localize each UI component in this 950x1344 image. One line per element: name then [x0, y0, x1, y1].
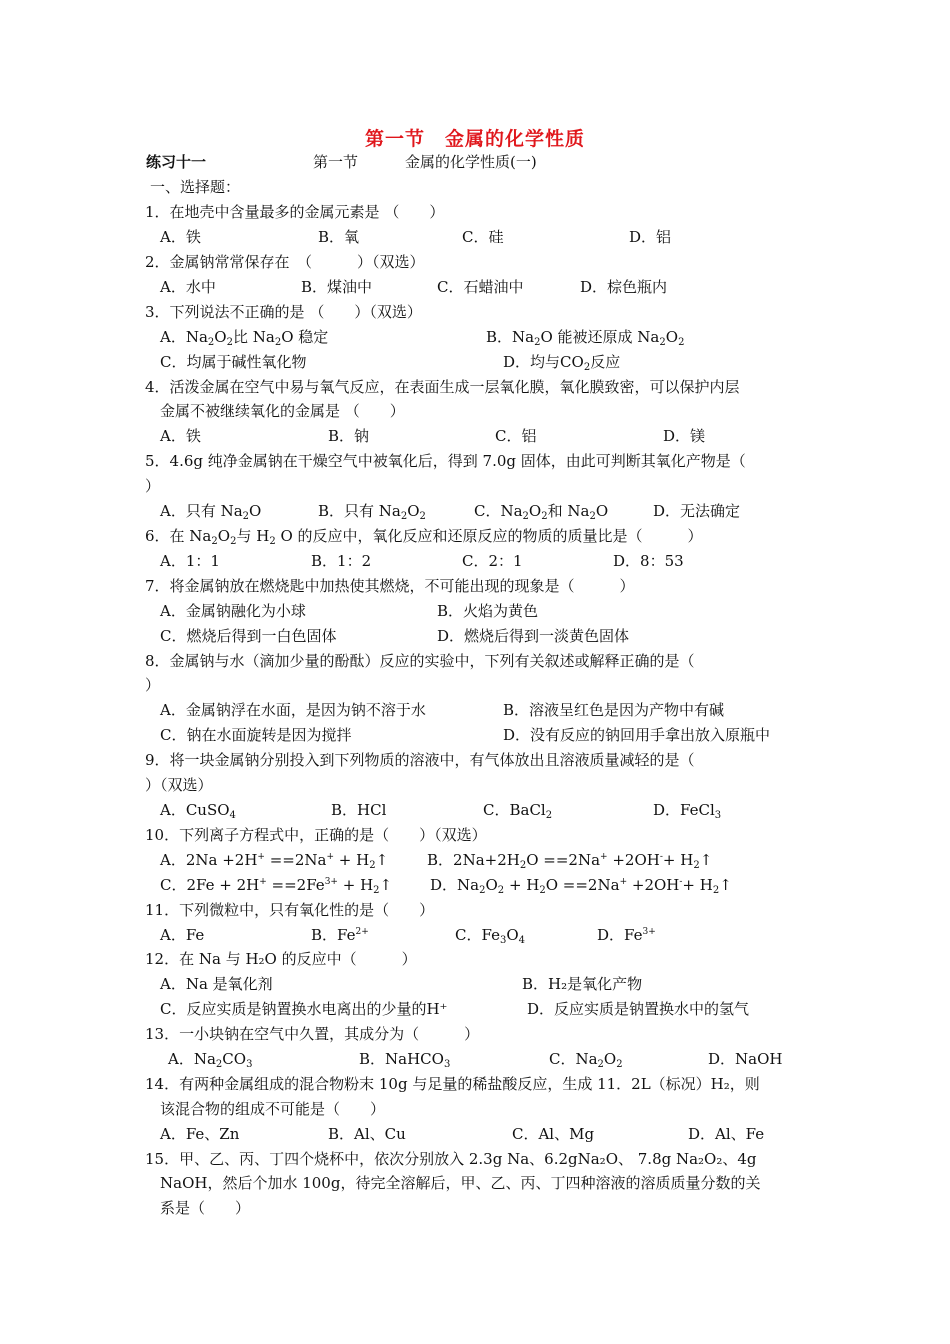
question-10: 10．下列离子方程式中，正确的是（ ）（双选）	[145, 826, 487, 844]
q6-option-b: B．1：2	[311, 552, 372, 570]
question-9-line-1: 9．将一块金属钠分别投入到下列物质的溶液中，有气体放出且溶液质量减轻的是（	[145, 751, 695, 769]
q5-option-d: D．无法确定	[653, 502, 741, 520]
q13-option-a: A．$Na_2CO_3$	[168, 1050, 253, 1070]
question-13: 13．一小块钠在空气中久置，其成分为（ ）	[145, 1025, 480, 1043]
q3-option-c: C．均属于碱性氧化物	[160, 353, 307, 371]
q14-option-c: C．Al、Mg	[512, 1125, 595, 1143]
question-15-line-1: 15．甲、乙、丙、丁四个烧杯中，依次分别放入 2.3g Na、6.2gNa₂O、 7.8g Na₂O₂、4g	[145, 1150, 757, 1168]
q6-option-a: A．1：1	[160, 552, 220, 570]
q14-option-b: B．Al、Cu	[328, 1125, 406, 1143]
page-title: 第一节 金属的化学性质	[364, 128, 585, 150]
q14-option-d: D．Al、Fe	[688, 1125, 765, 1143]
q1-option-a: A．铁	[160, 228, 201, 246]
q2-option-d: D．棕色瓶内	[580, 278, 668, 296]
q12-option-a: A．Na 是氧化剂	[160, 975, 273, 993]
q4-option-b: B．钠	[328, 427, 370, 445]
question-15-line-2: NaOH，然后个加水 100g，待完全溶解后，甲、乙、丙、丁四种溶液的溶质质量分数的关	[160, 1174, 761, 1192]
question-5-line-2: ）	[145, 477, 161, 495]
q12-option-c: C．反应实质是钠置换水电离出的少量的H⁺	[160, 1000, 448, 1018]
q13-option-c: C．$Na_2O_2$	[549, 1050, 623, 1070]
question-12: 12．在 Na 与 H₂O 的反应中（ ）	[145, 950, 417, 968]
question-14-line-2: 该混合物的组成不可能是（ ）	[160, 1100, 386, 1118]
q10-option-d: D．$Na_2O_2 + H_2O ==2Na^+ +2OH^-+$ $H_2↑$	[430, 876, 732, 896]
question-3: 3．下列说法不正确的是 （ ）（双选）	[145, 303, 422, 321]
q10-option-c: C．$2Fe + 2H^+ ==2Fe^{3+}$ + $H_2↑$	[160, 876, 393, 896]
q3-option-a: A．$Na_2O_2$比 $Na_2O$ 稳定	[160, 328, 329, 348]
q10-option-a: A．$2Na +2H^+ ==2Na^+ + H_2↑$	[160, 851, 389, 871]
q5-option-b: B．只有 $Na_2O_2$	[318, 502, 426, 522]
q3-option-b: B．$Na_2O$ 能被还原成 $Na_2O_2$	[486, 328, 685, 348]
q10-option-b: B．$2Na+2H_2O ==2Na^+ +2OH^-+$ $H_2↑$	[427, 851, 713, 871]
q4-option-c: C．铝	[495, 427, 537, 445]
q7-option-c: C．燃烧后得到一白色固体	[160, 627, 337, 645]
q9-option-b: B．HCl	[331, 801, 387, 819]
q8-option-b: B．溶液呈红色是因为产物中有碱	[503, 701, 725, 719]
question-6: 6．在 $Na_2O_2$与 $H_2$ O 的反应中，氧化反应和还原反应的物质的质量比是（ ）	[145, 527, 703, 547]
q7-option-d: D．燃烧后得到一淡黄色固体	[437, 627, 630, 645]
q2-option-a: A．水中	[160, 278, 216, 296]
question-4-line-1: 4．活泼金属在空气中易与氧气反应，在表面生成一层氧化膜，氧化膜致密，可以保护内层	[145, 378, 740, 396]
q11-option-a: A．Fe	[160, 926, 205, 944]
part-heading: 一、选择题：	[150, 178, 241, 196]
q9-option-c: C．BaCl$_2$	[483, 801, 553, 821]
topic-label: 金属的化学性质(一)	[405, 153, 537, 171]
q2-option-b: B．煤油中	[301, 278, 373, 296]
question-5-line-1: 5．4.6g 纯净金属钠在干燥空气中被氧化后，得到 7.0g 固体，由此可判断其氧化产物是（	[145, 452, 746, 470]
q6-option-c: C．2：1	[462, 552, 523, 570]
question-8-line-1: 8．金属钠与水（滴加少量的酚酞）反应的实验中，下列有关叙述或解释正确的是（	[145, 652, 695, 670]
q1-option-d: D．铝	[629, 228, 672, 246]
question-4-line-2: 金属不被继续氧化的金属是 （ ）	[160, 402, 405, 420]
q11-option-c: C．$Fe_3O_4$	[455, 926, 526, 946]
question-9-line-2: ）（双选）	[145, 776, 213, 794]
question-15-line-3: 系是（ ）	[160, 1199, 251, 1217]
q1-option-b: B．氧	[318, 228, 360, 246]
q8-option-c: C．钠在水面旋转是因为搅拌	[160, 726, 352, 744]
q1-option-c: C．硅	[462, 228, 504, 246]
question-11: 11．下列微粒中，只有氧化性的是（ ）	[145, 901, 435, 919]
q4-option-a: A．铁	[160, 427, 201, 445]
q3-option-d: D．均与$CO_2$反应	[503, 353, 621, 373]
q8-option-d: D．没有反应的钠回用手拿出放入原瓶中	[503, 726, 771, 744]
q5-option-a: A．只有 $Na_2O$	[160, 502, 262, 522]
q4-option-d: D．镁	[663, 427, 706, 445]
exercise-label: 练习十一	[146, 153, 207, 171]
section-label: 第一节	[313, 153, 359, 171]
q7-option-a: A．金属钠融化为小球	[160, 602, 306, 620]
q8-option-a: A．金属钠浮在水面，是因为钠不溶于水	[160, 701, 426, 719]
q13-option-b: B．NaHCO$_3$	[359, 1050, 451, 1070]
q13-option-d: D．NaOH	[708, 1050, 783, 1068]
q11-option-b: B．$Fe^{2+}$	[311, 926, 369, 944]
question-14-line-1: 14．有两种金属组成的混合物粉末 10g 与足量的稀盐酸反应，生成 11．2L（标况）H₂，则	[145, 1075, 760, 1093]
question-7: 7．将金属钠放在燃烧匙中加热使其燃烧，不可能出现的现象是（ ）	[145, 577, 635, 595]
q2-option-c: C．石蜡油中	[437, 278, 524, 296]
question-8-line-2: ）	[145, 676, 161, 694]
q7-option-b: B．火焰为黄色	[437, 602, 539, 620]
question-2: 2．金属钠常常保存在 （ ）（双选）	[145, 253, 425, 271]
q9-option-d: D．FeCl$_3$	[653, 801, 722, 821]
q5-option-c: C．$Na_2O_2$和 $Na_2O$	[474, 502, 609, 522]
q11-option-d: D．$Fe^{3+}$	[597, 926, 656, 944]
q14-option-a: A．Fe、Zn	[160, 1125, 240, 1143]
question-1: 1．在地壳中含量最多的金属元素是 （ ）	[145, 203, 445, 221]
q12-option-d: D．反应实质是钠置换水中的氢气	[527, 1000, 750, 1018]
q12-option-b: B．H₂是氧化产物	[522, 975, 643, 993]
q9-option-a: A．CuSO$_4$	[160, 801, 236, 821]
q6-option-d: D．8：53	[613, 552, 684, 570]
